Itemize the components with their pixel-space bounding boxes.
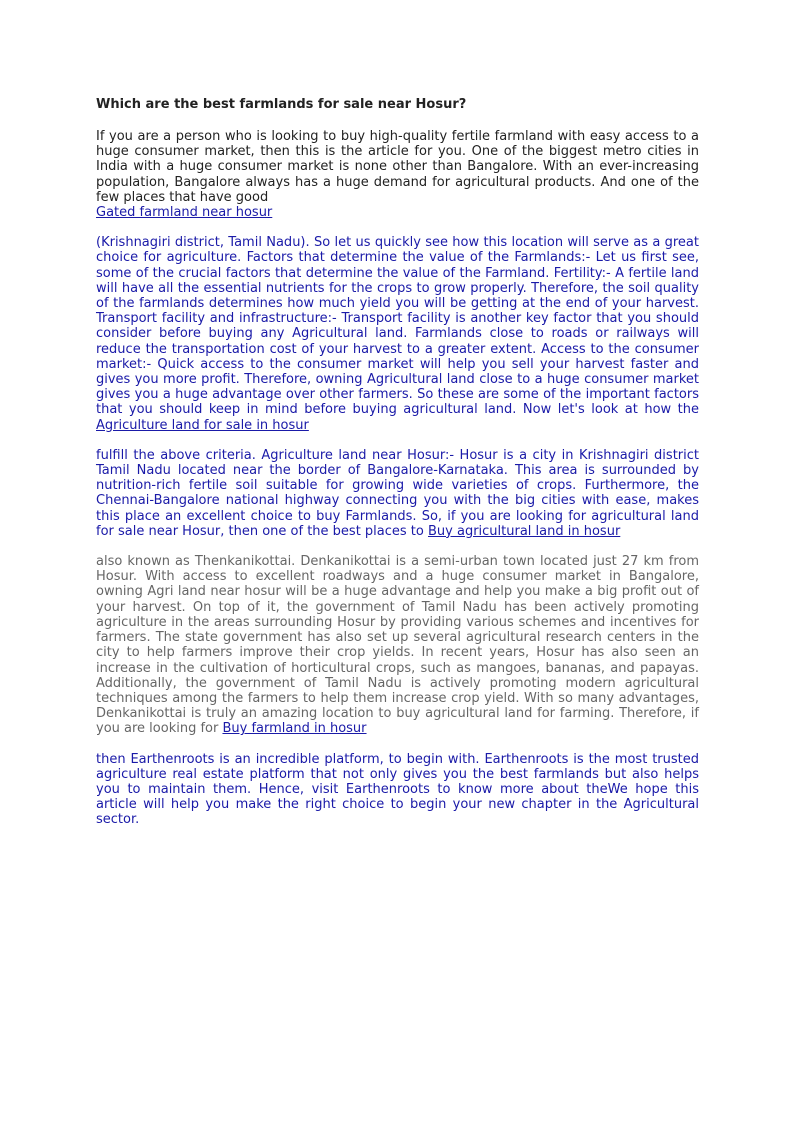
paragraph-hosur [96, 448, 699, 539]
page-title: Which are the best farmlands for sale near Hosur? [96, 97, 467, 112]
paragraph-earthenroots-text: then Earthenroots is an incredible platform, to begin with. Earthenroots is the most trusted agriculture real estate platform that not only gives you the best farmlands but also helps you to maintain them. Hence, visit Earthenroots to know more about theWe hope this article will help you make the right choice to begin your new chapter in the Agricultural sector. [96, 751, 699, 828]
paragraph-intro-text: If you are a person who is looking to buy high-quality fertile farmland with easy access to a huge consumer market, then this is the article for you. One of the biggest metro cities in India with a huge consumer market is none other than Bangalore. With an ever-increasing population, Bangalore always has a huge demand for agricultural products. And one of the few places that have good [96, 129, 699, 205]
paragraph-earthenroots [96, 752, 699, 828]
agricultural-land-hosur-link[interactable]: agricultural land in hosur [456, 523, 621, 539]
paragraph-hosur-text: fulfill the above criteria. Agriculture land near Hosur:- Hosur is a city in Krishnagiri district Tamil Nadu located near the border of Bangalore-Karnataka. This area is surrounded by nutrition-rich fertile soil suitable for growing wide varieties of crops. Furthermore, the Chennai-Bangalore national highway connecting you with the big cities with ease, makes this place an excellent choice to buy Farmlands. So, if you are looking for agricultural land for sale near Hosur, then one of the best places to [96, 447, 699, 539]
buy-farmland-link[interactable]: Buy farmland in [222, 721, 330, 737]
paragraph-denkanikottai-text: also known as Thenkanikottai. Denkanikottai is a semi-urban town located just 27 km from Hosur. With access to excellent roadways and a huge consumer market in Bangalore, owning Agri land near hosur will be a huge advantage and help you make a big profit out of your harvest. On top of it, the government of Tamil Nadu has been actively promoting agriculture in the areas surrounding Hosur by providing various schemes and incentives for farmers. The state government has also set up several agricultural research centers in the city to help farmers improve their crop yields. In recent years, Hosur has also seen an increase in the cultivation of horticultural crops, such as mangoes, bananas, and papayas. Additionally, the government of Tamil Nadu is actively promoting modern agricultural techniques among the farmers to help them increase crop yield. With so many advantages, Denkanikottai is truly an amazing location to buy agricultural land for farming. Therefore, if you are looking for [96, 554, 699, 737]
paragraph-denkanikottai [96, 554, 699, 736]
gated-farmland-link[interactable]: Gated farmland near hosur [96, 205, 273, 221]
buy-link[interactable]: Buy [428, 523, 457, 539]
paragraph-factors [96, 235, 699, 433]
document-page [96, 96, 699, 828]
paragraph-intro [96, 129, 699, 220]
agriculture-land-link[interactable]: Agriculture land for sale in hosur [96, 417, 309, 433]
paragraph-factors-text: (Krishnagiri district, Tamil Nadu). So let us quickly see how this location will serve as a great choice for agriculture. Factors that determine the value of the Farmlands:- Let us first see, some of the crucial factors that determine the value of the Farmland. Fertility:- A fertile land will have all the essential nutrients for the crops to grow properly. Therefore, the soil quality of the farmlands determines how much yield you will be getting at the end of your harvest. Transport facility and infrastructure:- Transport facility is another key factor that you should consider before buying any Agricultural land. Farmlands close to roads or railways will reduce the transportation cost of your harvest to a greater extent. Access to the consumer market:- Quick access to the consumer market will help you sell your harvest faster and gives you more profit. Therefore, owning Agricultural land close to a huge consumer market gives you a huge advantage over other farmers. So these are some of the important factors that you should keep in mind before buying agricultural land. Now let's look at how the [96, 235, 699, 418]
hosur-link[interactable]: hosur [329, 721, 367, 737]
